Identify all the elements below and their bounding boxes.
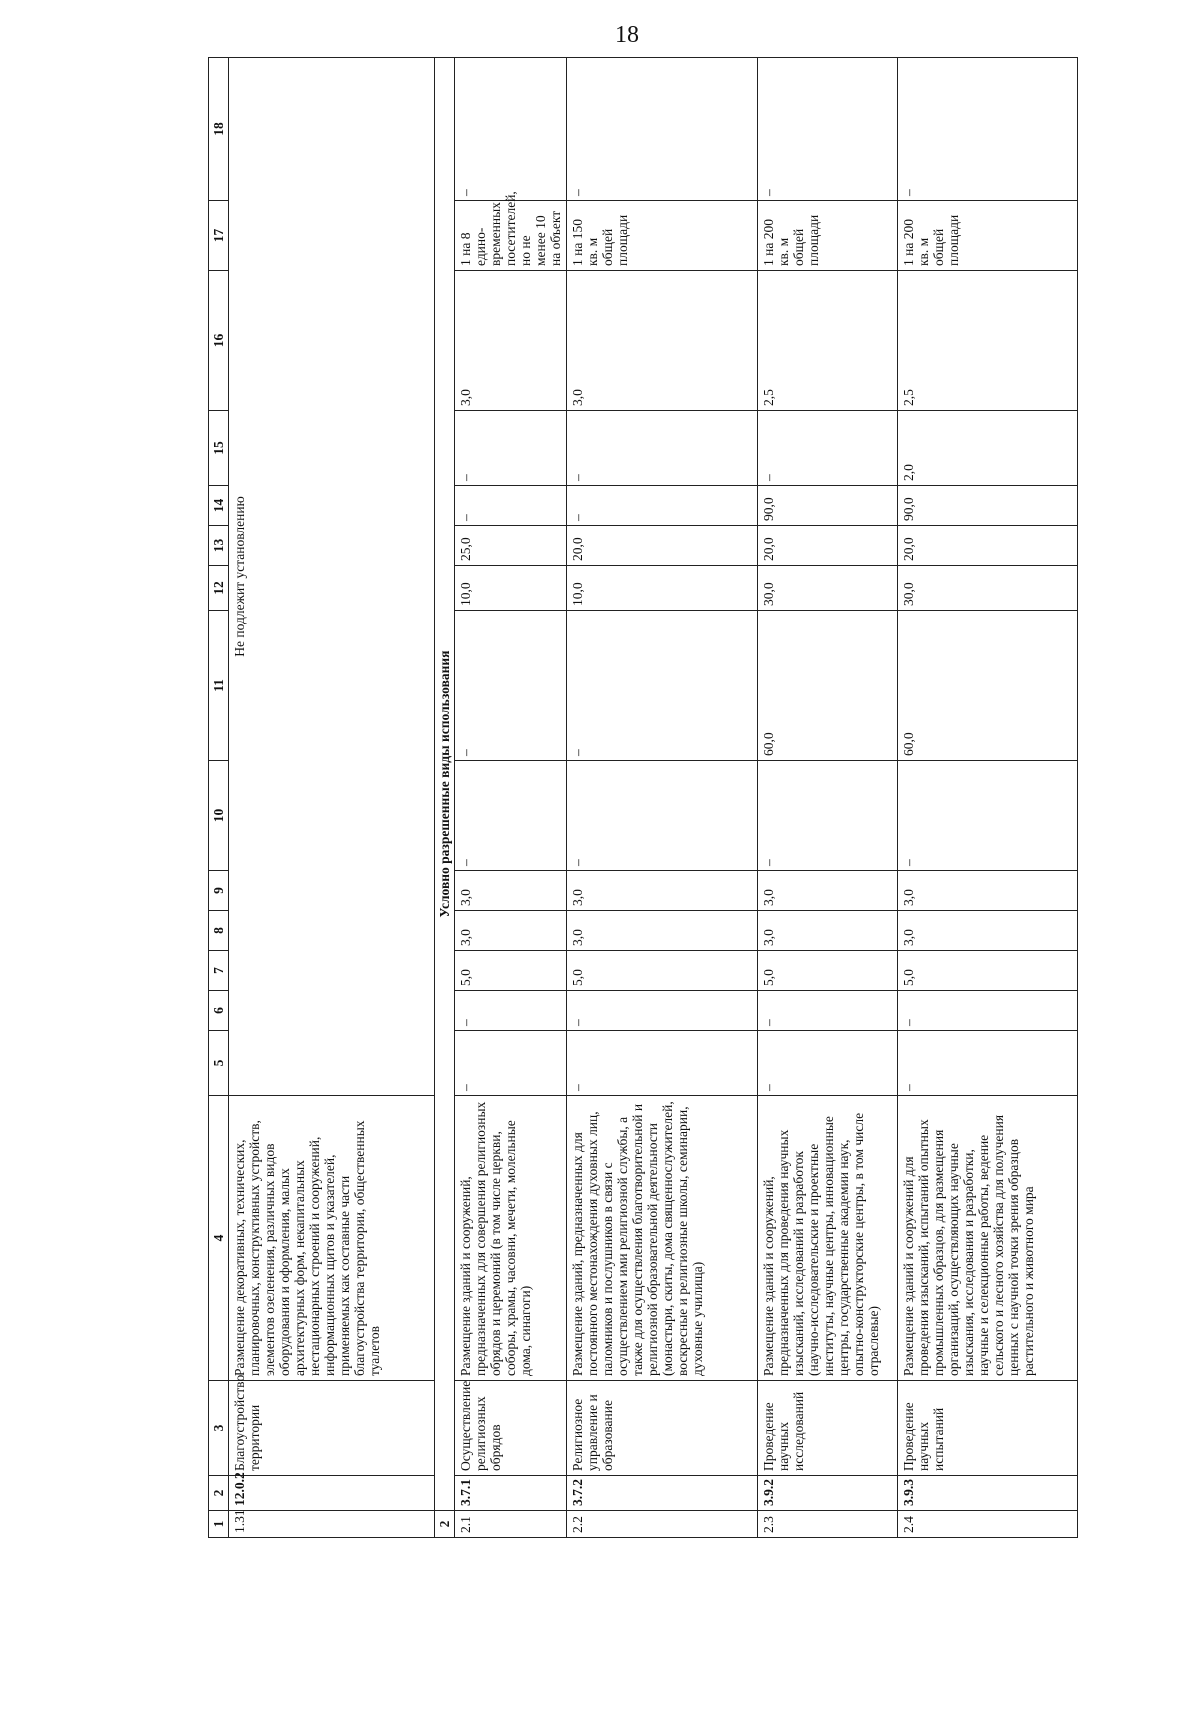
cell-7: 5,0: [567, 951, 758, 991]
cell-15: –: [567, 411, 758, 486]
cell-16: 2,5: [898, 271, 1078, 411]
table-row: [567, 58, 758, 1538]
col-header: 13: [209, 526, 229, 566]
use-code: 3.9.3: [898, 1476, 1078, 1511]
col-header: 4: [209, 1096, 229, 1381]
col-header: 11: [209, 611, 229, 761]
col-header: 16: [209, 271, 229, 411]
cell-14: 90,0: [758, 486, 898, 526]
cell-15: –: [758, 411, 898, 486]
land-use-table: [208, 57, 1078, 1538]
use-description: Размещение зданий и сооружений, предназначенных для проведения научных изысканий, исследований и разработок (научно-исследовательские и проектные институты, научные центры, инновационные центры, государственные академии наук, опытно-конструкторские центры, в том числе отраслевые): [758, 1096, 898, 1381]
cell-6: –: [898, 991, 1078, 1031]
col-header: 9: [209, 871, 229, 911]
cell-8: 3,0: [455, 911, 567, 951]
col-header: 14: [209, 486, 229, 526]
table-row: [229, 58, 435, 1538]
cell-17: 1 на 200 кв. м общей площади: [758, 201, 898, 271]
cell-6: –: [455, 991, 567, 1031]
col-header: 3: [209, 1381, 229, 1476]
use-name: Религиозное управление и образование: [567, 1381, 758, 1476]
cell-15: –: [455, 411, 567, 486]
col-header: 8: [209, 911, 229, 951]
section-number: 2: [435, 1511, 455, 1538]
cell-17: 1 на 200 кв. м общей площади: [898, 201, 1078, 271]
cell-13: 20,0: [758, 526, 898, 566]
cell-5: –: [898, 1031, 1078, 1096]
cell-9: 3,0: [455, 871, 567, 911]
cell-14: –: [455, 486, 567, 526]
cell-10: –: [455, 761, 567, 871]
col-header: 6: [209, 991, 229, 1031]
cell-11: –: [567, 611, 758, 761]
col-header: 5: [209, 1031, 229, 1096]
cell-7: 5,0: [455, 951, 567, 991]
not-established-note: Не подлежит установлению: [229, 58, 435, 1096]
col-header: 18: [209, 58, 229, 201]
page-number: 18: [615, 22, 639, 48]
cell-7: 5,0: [898, 951, 1078, 991]
cell-13: 20,0: [567, 526, 758, 566]
col-header: 2: [209, 1476, 229, 1511]
rotated-table-wrapper: [208, 58, 1103, 1538]
cell-6: –: [758, 991, 898, 1031]
use-description: Размещение зданий, предназначенных для постоянного местонахождения духовных лиц, паломников и послушников в связи с осуществлением ими религиозной службы, а также для осуществления благотворительной и религиозной образовательной деятельности (монастыри, скиты, дома священнослужителей, воскресные и религиозные школы, семинарии, духовные училища): [567, 1096, 758, 1381]
use-name: Проведение научных исследований: [758, 1381, 898, 1476]
use-code: 3.7.2: [567, 1476, 758, 1511]
cell-12: 10,0: [567, 566, 758, 611]
cell-11: 60,0: [758, 611, 898, 761]
cell-8: 3,0: [898, 911, 1078, 951]
cell-15: 2,0: [898, 411, 1078, 486]
table-row: [455, 58, 567, 1538]
cell-13: 25,0: [455, 526, 567, 566]
column-number-row: [209, 58, 229, 1538]
use-description: Размещение зданий и сооружений для проведения изысканий, испытаний опытных промышленных образцов, для размещения организаций, осуществляющих научные изыскания, исследования и разработки, научные и селекционные работы, ведение сельского и лесного хозяйства для получения ценных с научной точки зрения образцов растительного и животного мира: [898, 1096, 1078, 1381]
use-code: 12.0.2: [229, 1476, 435, 1511]
cell-18: –: [758, 58, 898, 201]
row-number: 2.3: [758, 1511, 898, 1538]
use-name: Осуществление религиозных обрядов: [455, 1381, 567, 1476]
cell-5: –: [455, 1031, 567, 1096]
cell-10: –: [758, 761, 898, 871]
cell-9: 3,0: [567, 871, 758, 911]
cell-10: –: [898, 761, 1078, 871]
use-name: Проведение научных испытаний: [898, 1381, 1078, 1476]
cell-18: –: [567, 58, 758, 201]
cell-7: 5,0: [758, 951, 898, 991]
col-header: 15: [209, 411, 229, 486]
cell-14: –: [567, 486, 758, 526]
col-header: 12: [209, 566, 229, 611]
cell-9: 3,0: [758, 871, 898, 911]
table-row: [758, 58, 898, 1538]
cell-8: 3,0: [567, 911, 758, 951]
use-name: Благоустройство территории: [229, 1381, 435, 1476]
cell-16: 3,0: [567, 271, 758, 411]
cell-18: –: [455, 58, 567, 201]
cell-13: 20,0: [898, 526, 1078, 566]
use-description: Размещение декоративных, технических, планировочных, конструктивных устройств, элементов озеленения, различных видов оборудования и оформления, малых архитектурных форм, некапитальных нестационарных строений и сооружений, информационных щитов и указателей, применяемых как составные части благоустройства территории, общественных туалетов: [229, 1096, 435, 1381]
cell-9: 3,0: [898, 871, 1078, 911]
row-number: 2.4: [898, 1511, 1078, 1538]
cell-12: 30,0: [898, 566, 1078, 611]
section-row: [435, 58, 455, 1538]
row-number: 1.31: [229, 1511, 435, 1538]
cell-5: –: [567, 1031, 758, 1096]
col-header: 10: [209, 761, 229, 871]
cell-12: 30,0: [758, 566, 898, 611]
cell-17: 1 на 8 едино-временных посетителей, но не менее 10 на объект: [455, 201, 567, 271]
cell-16: 3,0: [455, 271, 567, 411]
cell-6: –: [567, 991, 758, 1031]
section-title: Условно разрешенные виды использования: [435, 58, 455, 1511]
cell-18: –: [898, 58, 1078, 201]
table-row: [898, 58, 1078, 1538]
cell-10: –: [567, 761, 758, 871]
cell-16: 2,5: [758, 271, 898, 411]
use-description: Размещение зданий и сооружений, предназначенных для совершения религиозных обрядов и церемоний (в том числе церкви, соборы, храмы, часовни, мечети, молельные дома, синагоги): [455, 1096, 567, 1381]
row-number: 2.2: [567, 1511, 758, 1538]
col-header: 7: [209, 951, 229, 991]
cell-11: –: [455, 611, 567, 761]
use-code: 3.9.2: [758, 1476, 898, 1511]
cell-8: 3,0: [758, 911, 898, 951]
cell-17: 1 на 150 кв. м общей площади: [567, 201, 758, 271]
cell-11: 60,0: [898, 611, 1078, 761]
cell-14: 90,0: [898, 486, 1078, 526]
use-code: 3.7.1: [455, 1476, 567, 1511]
col-header: 17: [209, 201, 229, 271]
cell-5: –: [758, 1031, 898, 1096]
col-header: 1: [209, 1511, 229, 1538]
row-number: 2.1: [455, 1511, 567, 1538]
cell-12: 10,0: [455, 566, 567, 611]
